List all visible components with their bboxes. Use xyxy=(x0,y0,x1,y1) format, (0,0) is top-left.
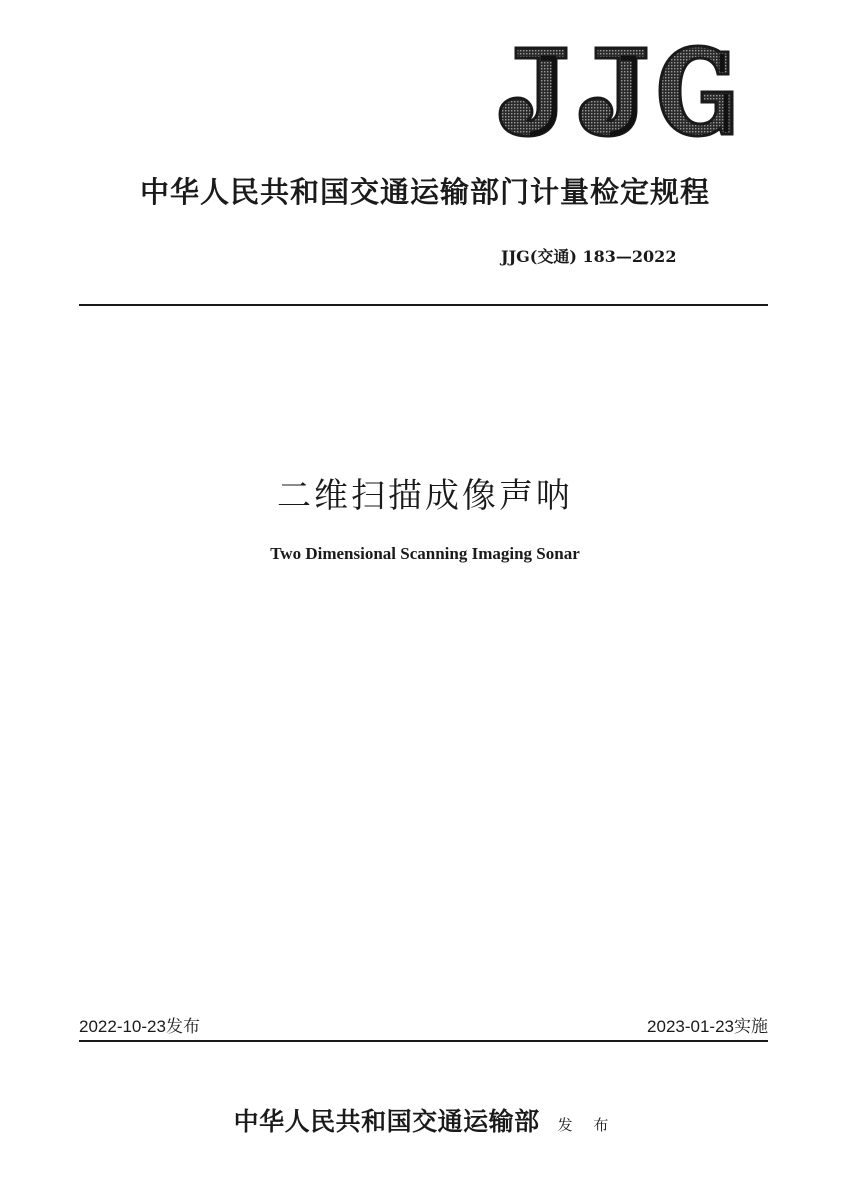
logo-letter-j1 xyxy=(496,44,572,138)
document-code: JJG(交通) 183—2022 xyxy=(501,247,677,266)
logo-letter-g xyxy=(656,44,736,138)
footer-divider xyxy=(79,1040,768,1042)
implementation-date: 2023-01-23实施 xyxy=(647,1017,768,1036)
logo-letter-j2 xyxy=(576,44,652,138)
jjg-logo xyxy=(496,44,736,138)
issuing-authority: 中华人民共和国交通运输部门计量检定规程 xyxy=(139,175,710,209)
header-divider xyxy=(79,304,768,306)
publish-action: 发 布 xyxy=(557,1116,617,1134)
document-title-english: Two Dimensional Scanning Imaging Sonar xyxy=(270,544,580,563)
publisher-line xyxy=(0,1102,850,1138)
document-title-chinese: 二维扫描成像声呐 xyxy=(277,476,573,516)
issue-date: 2022-10-23发布 xyxy=(79,1017,200,1036)
publisher-name: 中华人民共和国交通运输部 xyxy=(233,1107,540,1136)
